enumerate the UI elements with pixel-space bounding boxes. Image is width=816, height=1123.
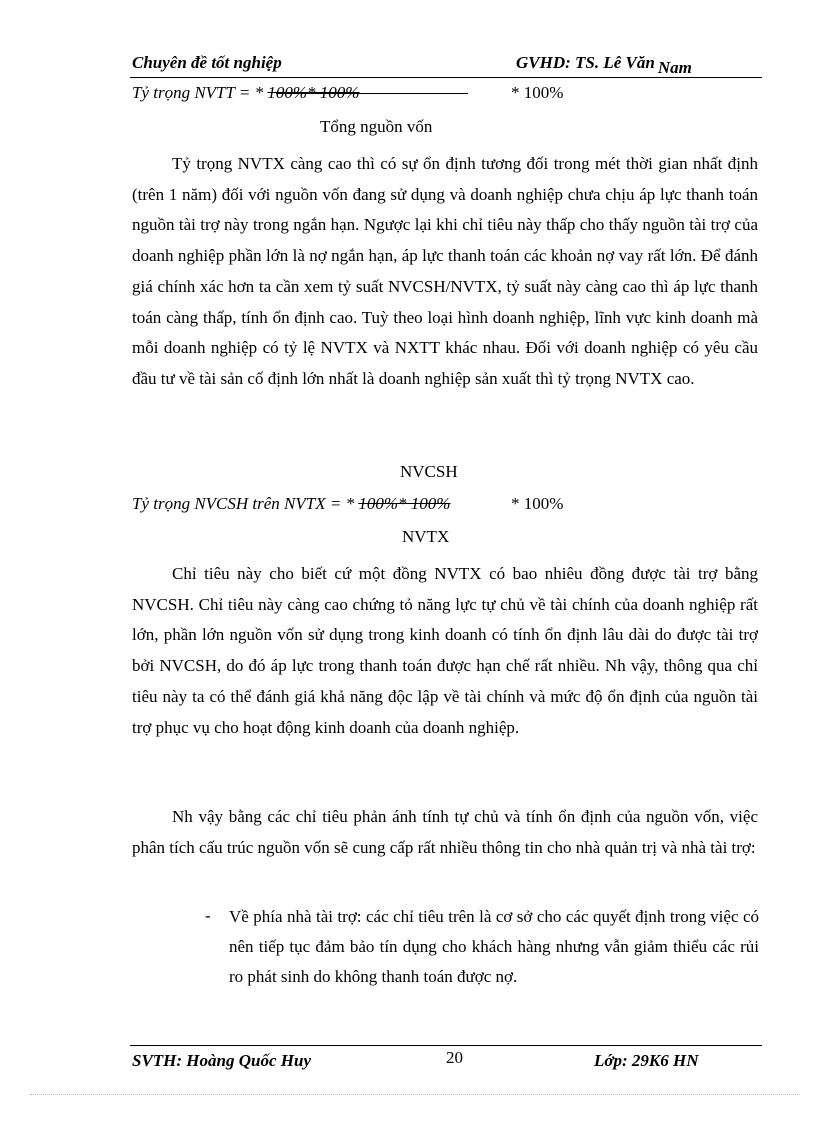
paragraph-3-text: Nh vậy bằng các chỉ tiêu phản ánh tính tự chủ và tính ổn định của nguồn vốn, việc phân tích cấu trúc nguồn vốn sẽ cung cấp rất nhiều thông tin cho nhà quản trị và nhà tài trợ:: [132, 807, 758, 857]
footer-rule: [130, 1045, 762, 1046]
header-rule: [130, 77, 762, 78]
bullet-item: [229, 902, 759, 992]
paragraph-1-text: Tỷ trọng NVTX càng cao thì có sự ổn định tương đối trong mét thời gian nhất định (trên 1 năm) đối với nguồn vốn đang sử dụng và doanh nghiệp chưa chịu áp lực thanh toán nguồn tài trợ này trong ngắn hạn. Ngược lại khi chỉ tiêu này thấp cho thấy nguồn tài trợ của doanh nghiệp phần lớn là nợ ngắn hạn, áp lực thanh toán các khoản nợ vay rất lớn. Để đánh giá chính xác hơn ta cần xem tỷ suất NVCSH/NVTX, tỷ suất này càng cao thì áp lực thanh toán càng thấp, tính ổn định cao. Tuỳ theo loại hình doanh nghiệp, lĩnh vực kinh doanh mà mỗi doanh nghiệp có tỷ lệ NVTX và NXTT khác nhau. Đối với doanh nghiệp có yêu cầu đầu tư về tài sản cố định lớn nhất là doanh nghiệp sản xuất thì tỷ trọng NVTX cao.: [132, 154, 758, 388]
paragraph-1: [132, 149, 758, 395]
paragraph-3: [132, 802, 758, 863]
footer-left: SVTH: Hoàng Quốc Huy: [132, 1051, 311, 1070]
formula1-tail: * 100%: [511, 83, 564, 102]
formula2-numerator: NVCSH: [400, 462, 458, 481]
header-left: Chuyên đề tốt nghiệp: [132, 53, 282, 72]
bullet-item-text: Về phía nhà tài trợ: các chỉ tiêu trên là cơ sở cho các quyết định trong việc có nên tiếp tục đảm bảo tín dụng cho khách hàng nhưng vẫn giảm thiểu các rủi ro phát sinh do không thanh toán được nợ.: [229, 907, 759, 986]
header-right-tail: Nam: [657, 58, 692, 77]
formula1-fraction-bar: [276, 93, 468, 94]
formula2-struck: 100%* 100%: [358, 494, 451, 513]
paragraph-2-text: Chỉ tiêu này cho biết cứ một đồng NVTX có bao nhiêu đồng được tài trợ bằng NVCSH. Chỉ tiêu này càng cao chứng tỏ năng lực tự chủ về tài chính của doanh nghiệp rất lớn, phần lớn nguồn vốn sử dụng trong kinh doanh có tính ổn định lâu dài do được tài trợ bởi NVCSH, do đó áp lực trong thanh toán được hạn chế rất nhiều. Nh vậy, thông qua chỉ tiêu này ta có thể đánh giá khả năng độc lập về tài chính và mức độ ổn định của nguồn tài trợ phục vụ cho hoạt động kinh doanh của doanh nghiệp.: [132, 564, 758, 737]
header-right-main: GVHD: TS. Lê Văn: [516, 53, 655, 72]
header-right: [516, 53, 692, 77]
paragraph-2: [132, 559, 758, 743]
bullet-marker: -: [205, 906, 211, 925]
formula2-tail: * 100%: [511, 494, 564, 513]
formula1-struck: 100%* 100%: [267, 83, 360, 102]
formula2-denominator: NVTX: [402, 527, 450, 546]
page-number: 20: [446, 1048, 463, 1067]
formula1-label: Tỷ trọng NVTT = *: [132, 83, 268, 102]
page-edge-divider: [30, 1094, 800, 1095]
formula2-line: [132, 494, 450, 514]
footer-right: Lớp: 29K6 HN: [594, 1051, 699, 1070]
formula1-denominator: Tổng nguồn vốn: [320, 117, 433, 136]
formula2-label: Tỷ trọng NVCSH trên NVTX = *: [132, 494, 359, 513]
